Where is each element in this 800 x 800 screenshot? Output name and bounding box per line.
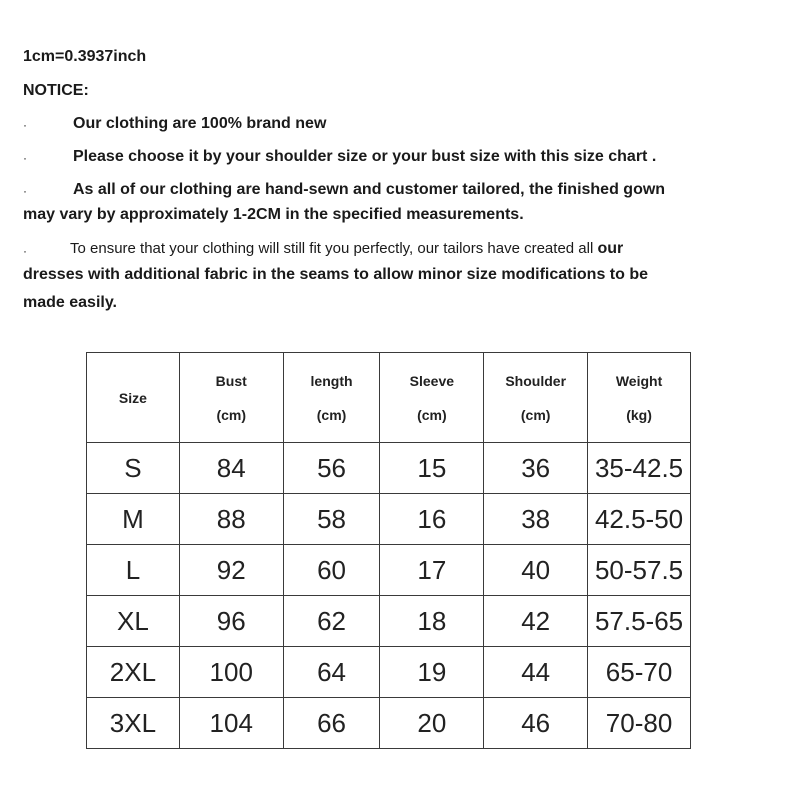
table-row <box>87 596 691 647</box>
cell-sleeve: 16 <box>380 494 484 545</box>
cell-size: S <box>87 443 180 494</box>
cell-weight: 57.5-65 <box>588 596 691 647</box>
notice-line-fit-cont: dresses with additional fabric in the seams to allow minor size modifications to be <box>23 266 649 283</box>
header-weight: Weight (kg) <box>588 353 691 443</box>
cell-bust: 88 <box>179 494 283 545</box>
table-row <box>87 647 691 698</box>
cell-weight: 65-70 <box>588 647 691 698</box>
cell-sleeve: 18 <box>380 596 484 647</box>
notice-line-fit-end: our <box>597 240 624 257</box>
header-shoulder: Shoulder (cm) <box>484 353 588 443</box>
cell-size: 3XL <box>87 698 180 749</box>
table-row <box>87 494 691 545</box>
cell-weight: 50-57.5 <box>588 545 691 596</box>
cell-length: 56 <box>283 443 380 494</box>
cell-bust: 104 <box>179 698 283 749</box>
cell-size: L <box>87 545 180 596</box>
cell-length: 60 <box>283 545 380 596</box>
notice-line-fit-text: To ensure that your clothing will still fit you perfectly, our tailors have created all <box>70 240 594 257</box>
cell-weight: 70-80 <box>588 698 691 749</box>
size-chart-table <box>86 352 691 749</box>
notice-title: NOTICE: <box>23 82 89 99</box>
cell-sleeve: 19 <box>380 647 484 698</box>
table-row <box>87 545 691 596</box>
bullet-dot: · <box>23 118 27 132</box>
cell-size: 2XL <box>87 647 180 698</box>
notice-line-brand-new: Our clothing are 100% brand new <box>73 115 327 132</box>
cell-size: XL <box>87 596 180 647</box>
cell-length: 62 <box>283 596 380 647</box>
notice-line-choose-size: Please choose it by your shoulder size or your bust size with this size chart . <box>73 148 657 165</box>
cell-length: 64 <box>283 647 380 698</box>
bullet-dot: · <box>23 244 27 258</box>
cell-shoulder: 38 <box>484 494 588 545</box>
notice-line-hand-sewn-cont: may vary by approximately 1-2CM in the specified measurements. <box>23 206 524 223</box>
header-bust: Bust (cm) <box>179 353 283 443</box>
cell-bust: 92 <box>179 545 283 596</box>
bullet-dot: · <box>23 184 27 198</box>
header-size: Size <box>87 353 180 443</box>
cell-bust: 100 <box>179 647 283 698</box>
table-row <box>87 698 691 749</box>
header-sleeve: Sleeve (cm) <box>380 353 484 443</box>
cell-bust: 96 <box>179 596 283 647</box>
bullet-dot: · <box>23 151 27 165</box>
cell-bust: 84 <box>179 443 283 494</box>
cell-length: 66 <box>283 698 380 749</box>
cell-shoulder: 42 <box>484 596 588 647</box>
notice-line-fit <box>70 240 623 258</box>
table-header-row <box>87 353 691 443</box>
cell-shoulder: 40 <box>484 545 588 596</box>
header-length: length (cm) <box>283 353 380 443</box>
unit-conversion: 1cm=0.3937inch <box>23 48 147 65</box>
cell-sleeve: 15 <box>380 443 484 494</box>
cell-weight: 42.5-50 <box>588 494 691 545</box>
cell-length: 58 <box>283 494 380 545</box>
cell-sleeve: 17 <box>380 545 484 596</box>
cell-shoulder: 46 <box>484 698 588 749</box>
cell-size: M <box>87 494 180 545</box>
notice-line-hand-sewn: As all of our clothing are hand-sewn and customer tailored, the finished gown <box>73 181 666 198</box>
notice-line-fit-end-line: made easily. <box>23 294 117 311</box>
cell-shoulder: 44 <box>484 647 588 698</box>
cell-sleeve: 20 <box>380 698 484 749</box>
cell-shoulder: 36 <box>484 443 588 494</box>
table-row <box>87 443 691 494</box>
cell-weight: 35-42.5 <box>588 443 691 494</box>
